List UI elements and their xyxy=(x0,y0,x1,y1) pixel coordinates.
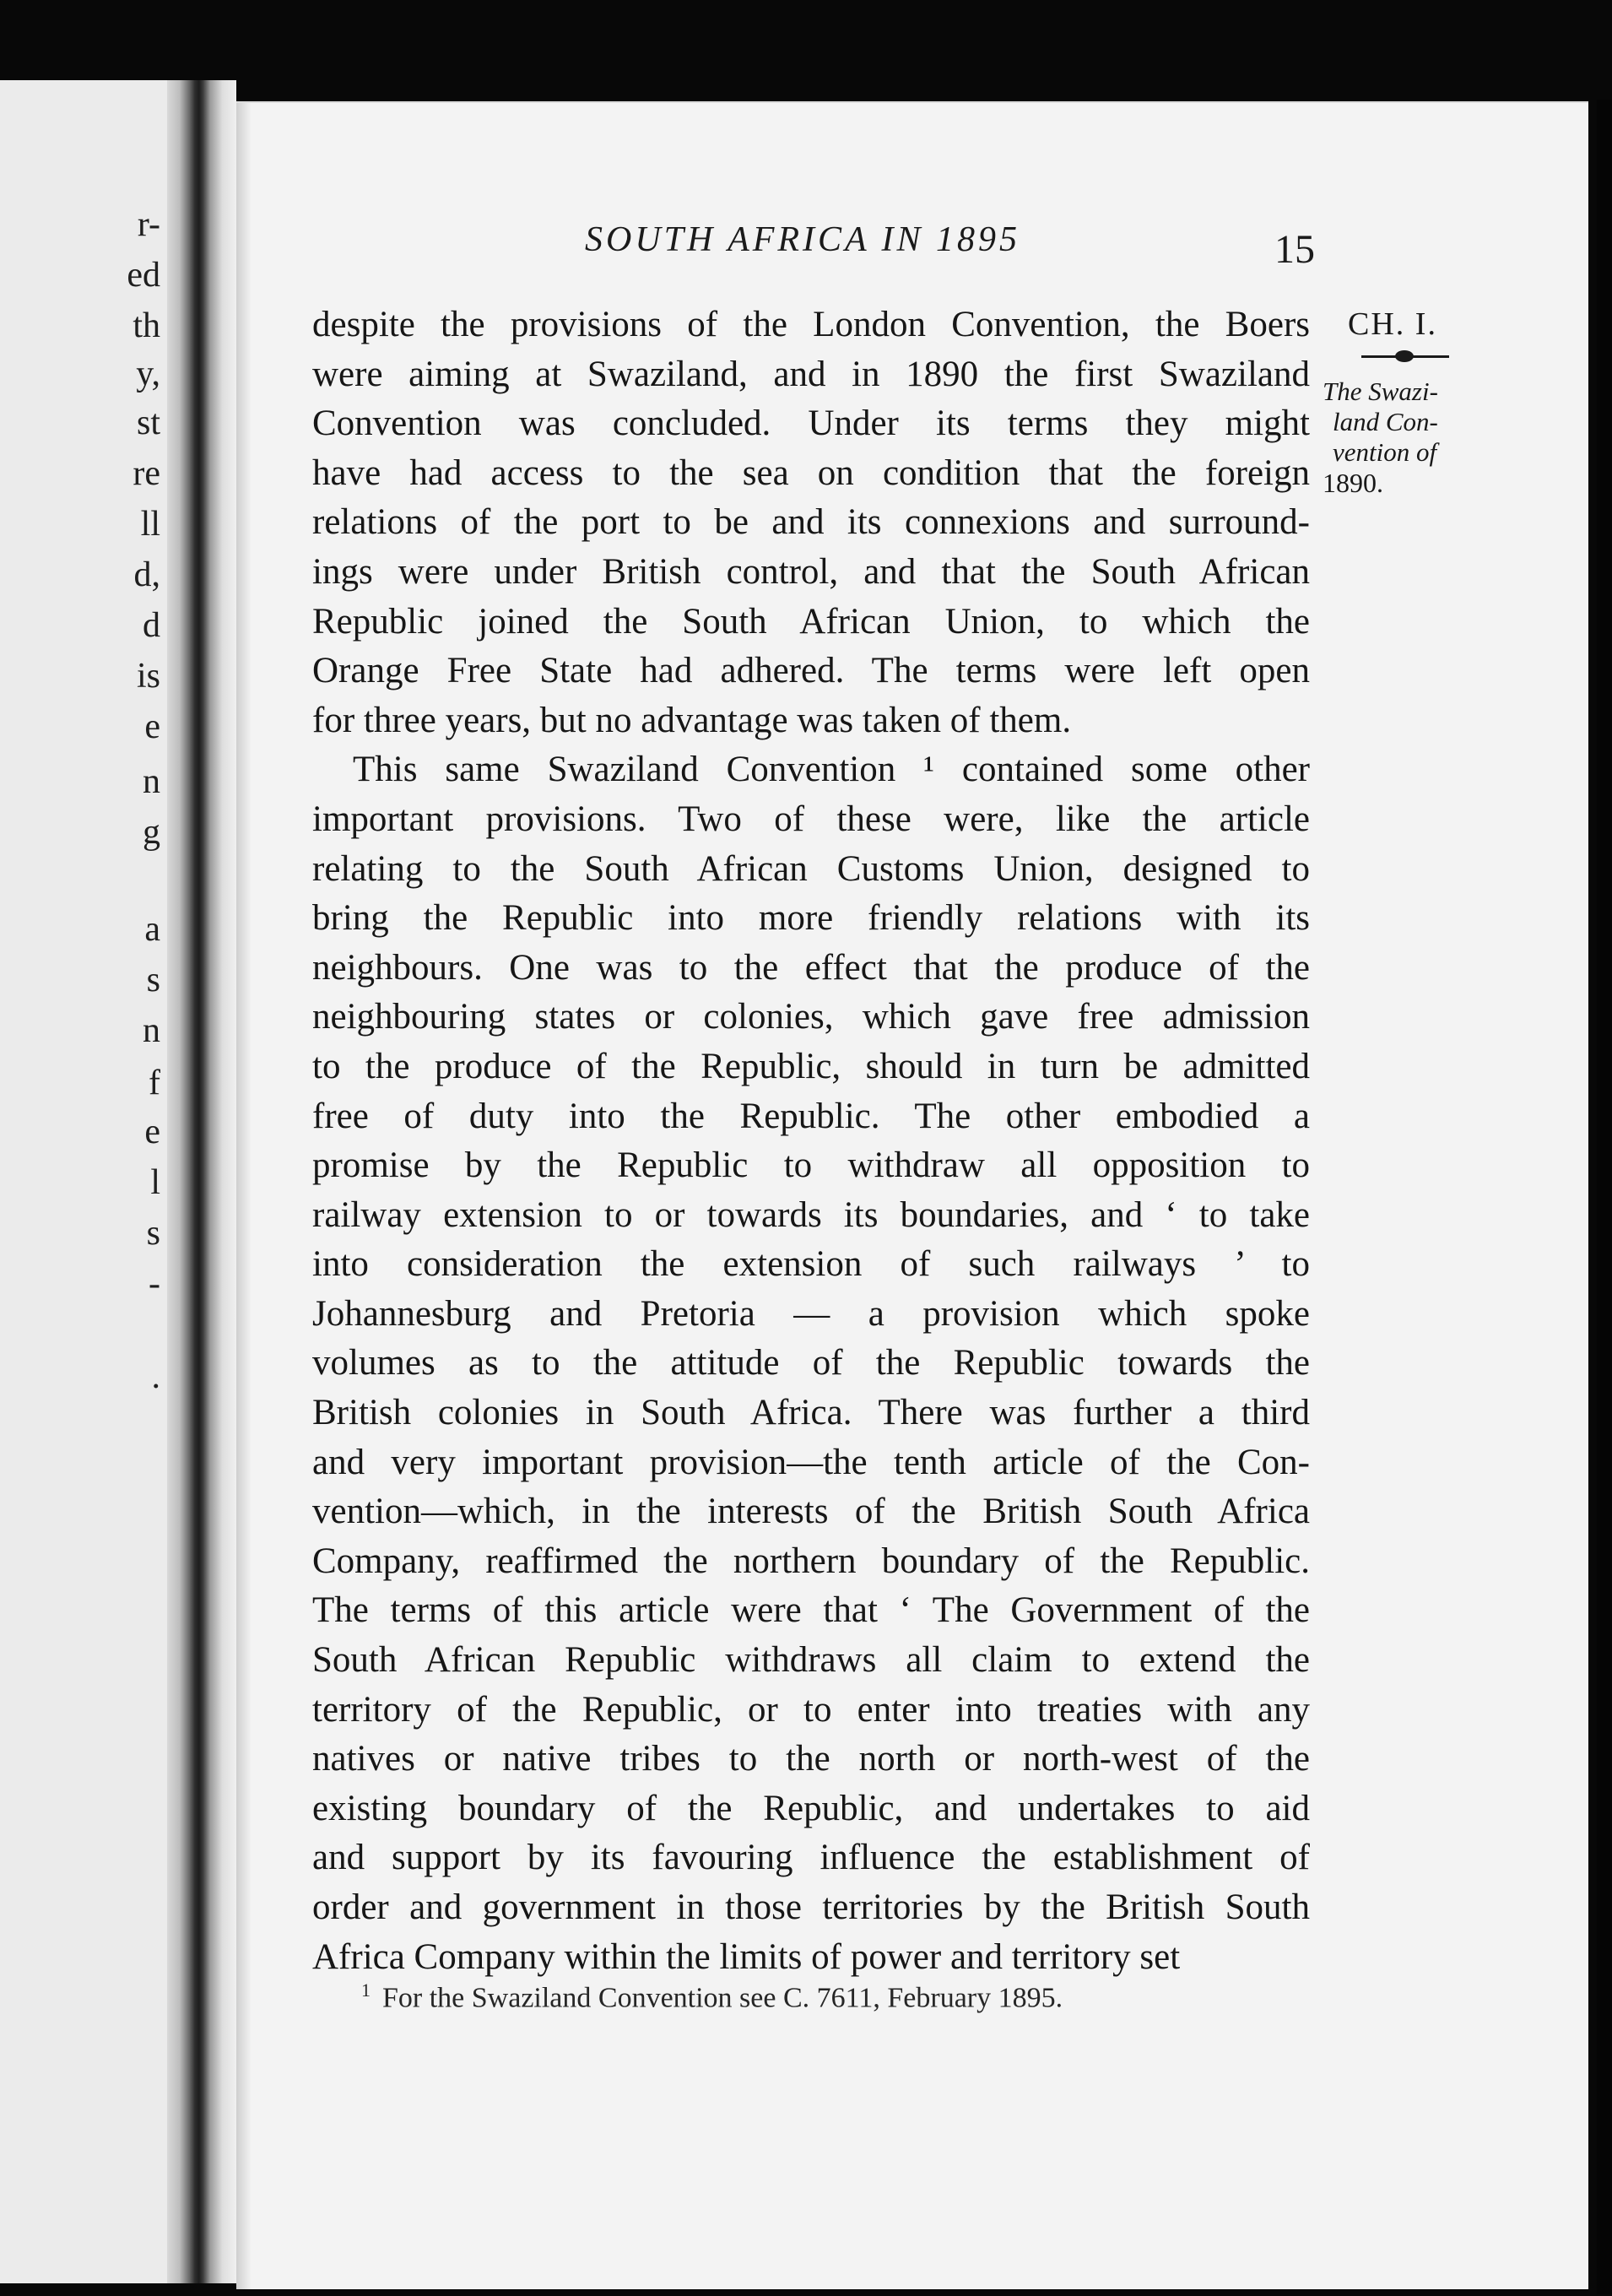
text-line: Africa Company within the limits of power and territory set xyxy=(312,1936,1181,1977)
facing-page-left xyxy=(0,80,167,2283)
text-line: territory of the Republic, or to enter into treaties with any xyxy=(312,1689,1310,1730)
facing-page-fragment: n xyxy=(143,762,160,801)
facing-page-fragment: s xyxy=(146,961,160,999)
text-line: important provisions. Two of these were, like the article xyxy=(312,799,1310,839)
page-number: 15 xyxy=(1274,227,1315,272)
running-head xyxy=(236,0,1588,338)
facing-page-fragment: s xyxy=(146,1214,160,1253)
facing-page-fragment: st xyxy=(136,403,160,442)
text-line: Republic joined the South African Union, to which the xyxy=(312,601,1310,642)
text-line: free of duty into the Republic. The other embodied a xyxy=(312,1096,1310,1136)
paragraph-1 xyxy=(312,301,1310,745)
text-line: Orange Free State had adhered. The terms were left open xyxy=(312,651,1310,691)
text-line: neighbouring states or colonies, which gave free admission xyxy=(312,997,1310,1037)
text-line: bring the Republic into more friendly relations with its xyxy=(312,898,1310,939)
text-line: neighbours. One was to the effect that the produce of the xyxy=(312,947,1310,988)
gutter-shade xyxy=(236,103,252,2289)
text-line: South African Republic withdraws all claim to extend the xyxy=(312,1640,1310,1681)
sidenote-line: 1890. xyxy=(1323,468,1383,498)
facing-page-fragment: f xyxy=(149,1064,160,1102)
facing-page-fragment: th xyxy=(133,306,160,345)
text-line: into consideration the extension of such railways ’ to xyxy=(312,1244,1310,1285)
sidenote-line: vention of xyxy=(1333,437,1437,467)
sidenote-line: land Con- xyxy=(1333,407,1438,436)
facing-page-fragment: a xyxy=(144,910,160,949)
text-line: and very important provision—the tenth article of the Con- xyxy=(312,1442,1310,1482)
text-line: volumes as to the attitude of the Republic towards the xyxy=(312,1343,1310,1384)
book-gutter xyxy=(167,80,236,2283)
sidenote-text xyxy=(1323,376,1491,498)
text-line: ings were under British control, and that the South African xyxy=(312,551,1310,592)
text-line: vention—which, in the interests of the British South Africa xyxy=(312,1492,1310,1532)
facing-page-fragment: e xyxy=(144,707,160,746)
footnote-marker: 1 xyxy=(361,1979,371,2001)
facing-page-fragment: d, xyxy=(133,555,160,594)
body-text xyxy=(312,301,1310,1982)
text-line: have had access to the sea on condition that the foreign xyxy=(312,452,1310,493)
text-line: railway extension to or towards its boundaries, and ‘ to take xyxy=(312,1194,1310,1235)
facing-page-fragment: l xyxy=(150,1163,160,1202)
facing-page-fragment: e xyxy=(144,1113,160,1151)
text-line: relations of the port to be and its connexions and surround- xyxy=(312,502,1310,543)
facing-page-fragment: is xyxy=(136,657,160,696)
text-line: British colonies in South Africa. There was further a third xyxy=(312,1393,1310,1433)
footnote-text: For the Swaziland Convention see C. 7611, February 1895. xyxy=(382,1982,1063,2014)
sidenote-line: The Swazi- xyxy=(1323,376,1438,406)
facing-page-fragment: r- xyxy=(137,205,160,244)
text-line: The terms of this article were that ‘ The Government of the xyxy=(312,1590,1310,1631)
facing-page-fragment: n xyxy=(143,1011,160,1050)
facing-page-fragment: y, xyxy=(136,355,160,393)
text-line: relating to the South African Customs Union, designed to xyxy=(312,848,1310,889)
chapter-label: CH. I. xyxy=(1348,306,1437,342)
running-title: SOUTH AFRICA IN 1895 xyxy=(585,220,1020,259)
text-line: Convention was concluded. Under its terms they might xyxy=(312,403,1310,444)
text-line: order and government in those territories by the British South xyxy=(312,1887,1310,1927)
text-line: were aiming at Swaziland, and in 1890 the first Swaziland xyxy=(312,354,1310,394)
facing-page-fragment: ll xyxy=(140,505,160,544)
text-line: This same Swaziland Convention ¹ contained some other xyxy=(353,750,1310,790)
facing-page-fragment: ed xyxy=(127,256,160,295)
page-edge-shadow xyxy=(1597,100,1612,2294)
text-line: despite the provisions of the London Convention, the Boers xyxy=(312,305,1310,344)
text-line: natives or native tribes to the north or north-west of the xyxy=(312,1739,1310,1779)
facing-page-fragment: . xyxy=(151,1357,160,1396)
text-line: and support by its favouring influence the establishment of xyxy=(312,1838,1310,1878)
paragraph-2 xyxy=(312,745,1310,1982)
text-line: existing boundary of the Republic, and undertakes to aid xyxy=(312,1788,1310,1828)
facing-page-fragment: d xyxy=(143,606,160,645)
text-line: to the produce of the Republic, should in turn be admitted xyxy=(312,1046,1310,1086)
facing-page-fragment: re xyxy=(133,454,160,493)
margin-note xyxy=(1323,306,1491,498)
footnote xyxy=(361,1979,1374,2014)
facing-page-fragment: - xyxy=(149,1264,160,1303)
ornamental-rule xyxy=(1361,348,1449,365)
text-line: promise by the Republic to withdraw all opposition to xyxy=(312,1145,1310,1186)
text-line: for three years, but no advantage was taken of them. xyxy=(312,700,1072,740)
text-line: Company, reaffirmed the northern boundary of the Republic. xyxy=(312,1541,1310,1581)
facing-page-fragment: g xyxy=(143,813,160,852)
text-line: Johannesburg and Pretoria — a provision which spoke xyxy=(312,1293,1310,1334)
